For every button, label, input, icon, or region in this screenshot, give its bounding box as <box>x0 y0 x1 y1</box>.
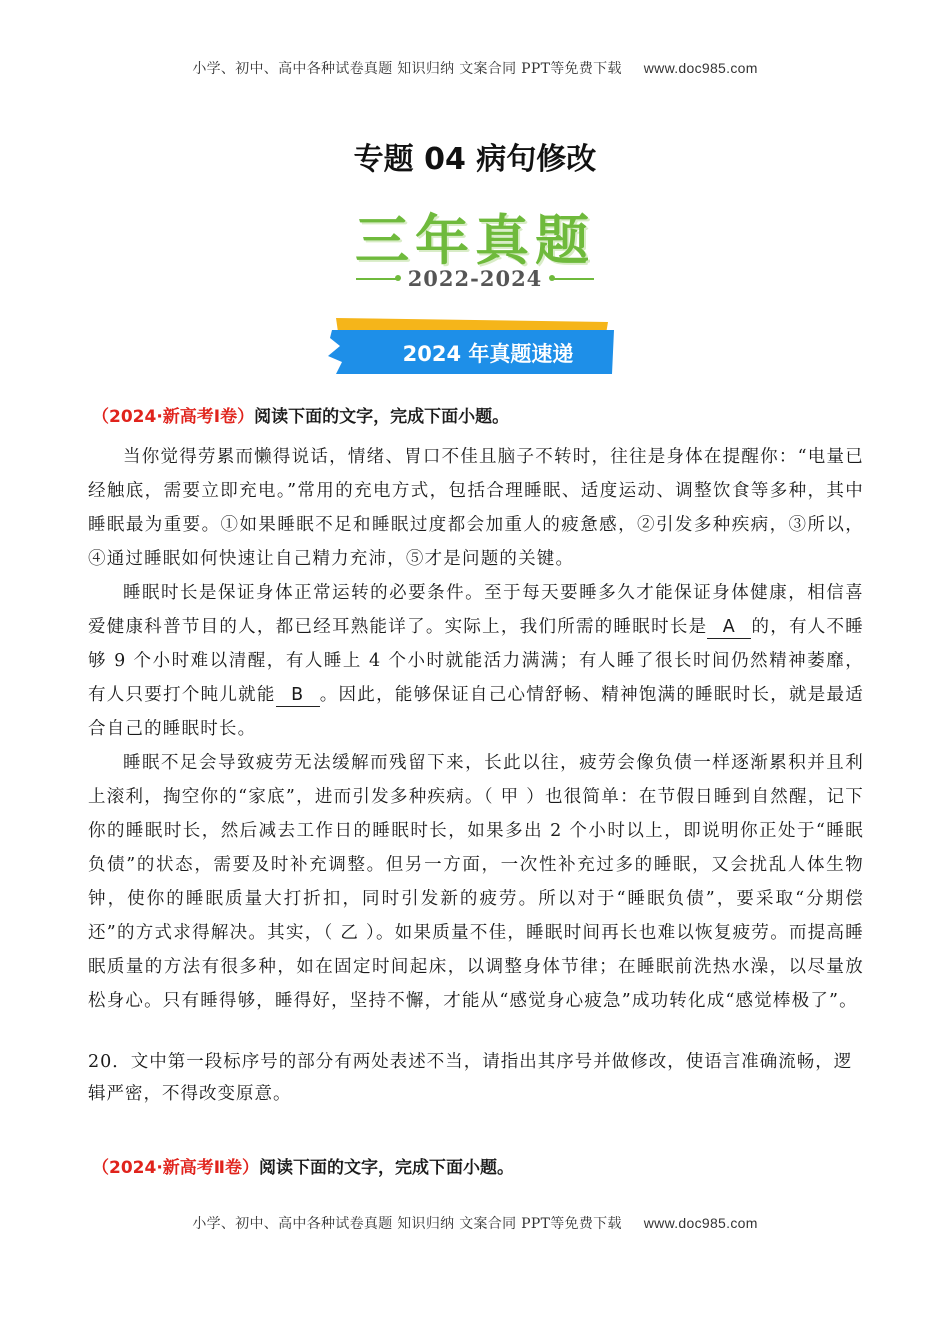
header-text: 小学、初中、高中各种试卷真题 知识归纳 文案合同 PPT等免费下载 <box>192 61 622 77</box>
ribbon-label: 2024 年真题速递 <box>402 342 574 366</box>
question-20: 20．文中第一段标序号的部分有两处表述不当，请指出其序号并做修改，使语言准确流畅，逻辑严密，不得改变原意。 <box>88 1052 853 1104</box>
years-label: 2022-2024 <box>407 266 543 291</box>
topic-title: 专题 04 病句修改 <box>353 142 597 177</box>
years-line-left <box>356 278 398 280</box>
q2-source: （2024·新高考Ⅱ卷） <box>92 1158 259 1178</box>
header-site-link[interactable]: www.doc985.com <box>643 60 758 76</box>
years-line-right <box>552 278 594 280</box>
q2-instruction: 阅读下面的文字，完成下面小题。 <box>258 1158 514 1178</box>
banner-title: 三年真题 <box>355 209 595 272</box>
passage-paragraph-3: 睡眠不足会导致疲劳无法缓解而残留下来，长此以往，疲劳会像负债一样逐渐累积并且利上滚利，掏空你的“家底”，进而引发多种疾病。（ 甲 ）也很简单：在节假日睡到自然醒，记下你的睡眠时长，然后减去工作日的睡眠时长，如果多出 2 个小时以上，即说明你正处于“睡眠负债”的状态，需要及时补充调整。但另一方面，一次性补充过多的睡眠，又会扰乱人体生物钟，使你的睡眠质量大打折扣，同时引发新的疲劳。所以对于“睡眠负债”，要采取“分期偿还”的方式求得解决。其实，（ 乙 ）。如果质量不佳，睡眠时间再长也难以恢复疲劳。而提高睡眠质量的方法有很多种，如在固定时间起床，以调整身体节律；在睡眠前洗热水澡，以尽量放松身心。只有睡得够，睡得好，坚持不懈，才能从“感觉身心疲急”成功转化成“感觉棒极了”。 <box>88 753 864 1011</box>
para2-part3: 。因此，能够保证自己心情舒畅、精神饱满的睡眠时长，就是最适合自己的睡眠时长。 <box>88 685 864 739</box>
q1-passage <box>88 440 864 1018</box>
q2-heading <box>92 1153 514 1178</box>
passage-paragraph-1: 当你觉得劳累而懒得说话，情绪、胃口不佳且脑子不转时，往往是身体在提醒你：“电量已经触底，需要立即充电。”常用的充电方式，包括合理睡眠、适度运动、调整饮食等多种，其中睡眠最为重要。①如果睡眠不足和睡眠过度都会加重人的疲惫感，②引发多种疾病，③所以，④通过睡眠如何快速让自己精力充沛，⑤才是问题的关键。 <box>88 447 864 569</box>
q1-source: （2024·新高考Ⅰ卷） <box>92 407 255 427</box>
blank-a: A <box>707 616 751 639</box>
q1-instruction: 阅读下面的文字，完成下面小题。 <box>254 407 510 427</box>
page-header <box>0 58 950 78</box>
section-ribbon <box>322 316 622 378</box>
para2-part2: 的，有人不睡够 9 个小时难以清醒，有人睡上 4 个小时就能活力满满；有人睡了很长时间仍然精神萎靡，有人只要打个盹儿就能 <box>88 617 864 705</box>
para2-part1: 睡眠时长是保证身体正常运转的必要条件。至于每天要睡多久才能保证身体健康，相信喜爱健康科普节目的人，都已经耳熟能详了。实际上，我们所需的睡眠时长是 <box>88 583 864 637</box>
passage-paragraph-2 <box>88 576 864 746</box>
years-row <box>0 266 950 291</box>
blank-b: B <box>276 684 320 707</box>
footer-text: 小学、初中、高中各种试卷真题 知识归纳 文案合同 PPT等免费下载 <box>192 1216 622 1232</box>
q1-heading <box>92 402 509 427</box>
page-footer <box>0 1213 950 1233</box>
footer-site-link[interactable]: www.doc985.com <box>643 1215 758 1231</box>
